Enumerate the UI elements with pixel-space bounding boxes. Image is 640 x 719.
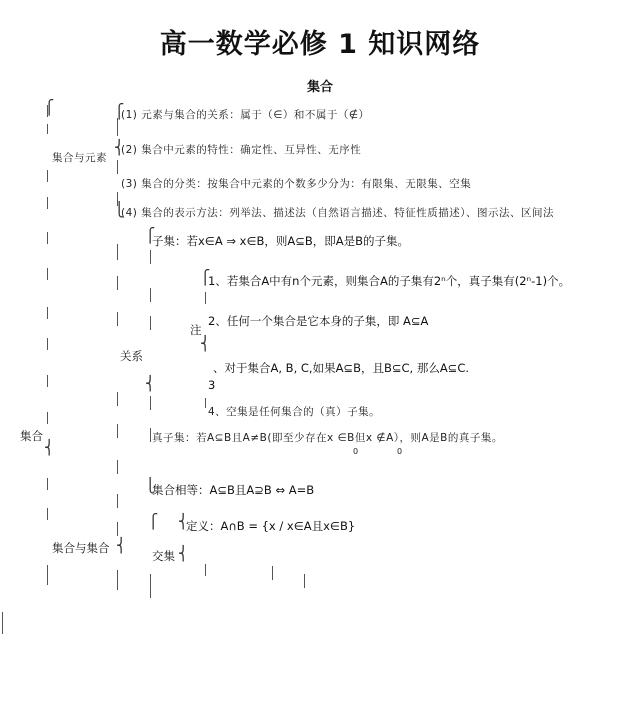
elements-label: 集合与元素 bbox=[52, 152, 107, 164]
note-label: 注 bbox=[190, 323, 202, 337]
elements-brace-curl: ⎧ bbox=[114, 104, 125, 120]
root-brace-line bbox=[47, 508, 48, 520]
set-and-set-brace: ⎨ bbox=[116, 538, 127, 554]
set-brace-line bbox=[117, 570, 118, 590]
root-brace-line bbox=[47, 412, 48, 424]
elements-brace-line bbox=[117, 118, 118, 136]
intersection-brace-line bbox=[304, 574, 305, 588]
relation-brace-curl: ⎧ bbox=[145, 228, 156, 244]
elements-item-3: (3) 集合的分类：按集合中元素的个数多少分为：有限集、无限集、空集 bbox=[121, 178, 472, 190]
proper-subset-mark: 0 bbox=[353, 447, 359, 456]
set-brace-line bbox=[117, 424, 118, 438]
set-equality: 集合相等：A⊆B且A⊇B ⇔ A=B bbox=[152, 483, 315, 497]
set-brace-line bbox=[117, 522, 118, 536]
note-brace-curl: ⎧ bbox=[200, 270, 211, 286]
set-brace-line bbox=[117, 460, 118, 474]
relation-brace-line bbox=[150, 428, 151, 442]
root-brace-line bbox=[47, 170, 48, 182]
intersection-brace-line bbox=[205, 564, 206, 576]
root-brace-curl: ⎧ bbox=[44, 100, 55, 116]
note-item-3: 、对于集合A, B, C,如果A⊆B，且B⊆C, 那么A⊆C. bbox=[213, 361, 470, 375]
proper-subset-mark: 0 bbox=[397, 447, 403, 456]
note-item-2: 2、任何一个集合是它本身的子集，即 A⊆A bbox=[208, 314, 429, 328]
root-brace-curl: ⎨ bbox=[44, 440, 55, 456]
root-brace-line bbox=[47, 375, 48, 387]
page-edge-mark bbox=[2, 612, 3, 634]
set-and-set-label: 集合与集合 bbox=[52, 541, 110, 555]
section-title: 集合 bbox=[306, 80, 333, 95]
elements-brace-curl: ⎨ bbox=[114, 140, 125, 156]
relation-brace-curl: ⎨ bbox=[145, 376, 156, 392]
elements-brace-curl: ⎩ bbox=[114, 202, 125, 218]
relation-brace-line bbox=[150, 396, 151, 410]
page-title: 高一数学必修 1 知识网络 bbox=[159, 29, 481, 60]
intersection-brace-line bbox=[272, 566, 273, 580]
intersection-brace-curl: ⎧ bbox=[148, 514, 159, 530]
root-brace-line bbox=[47, 124, 48, 134]
root-brace-line bbox=[47, 232, 48, 244]
root-brace-line bbox=[47, 338, 48, 350]
set-brace-line bbox=[117, 244, 118, 260]
intersection-def-brace: ⎨ bbox=[178, 514, 189, 530]
intersection-brace-line bbox=[150, 574, 151, 598]
relation-label: 关系 bbox=[120, 349, 143, 363]
root-label: 集合 bbox=[20, 429, 43, 443]
note-brace-line bbox=[205, 398, 206, 408]
set-brace-line bbox=[117, 312, 118, 326]
intersection-brace: ⎨ bbox=[178, 546, 189, 562]
note-item-1: 1、若集合A中有n个元素，则集合A的子集有2ⁿ个，真子集有(2ⁿ-1)个。 bbox=[208, 274, 571, 288]
note-item-3-number: 3 bbox=[208, 378, 216, 392]
elements-item-1: (1) 元素与集合的关系：属于（∈）和不属于（∉） bbox=[121, 109, 370, 121]
note-brace-line bbox=[205, 292, 206, 304]
root-brace-line bbox=[47, 268, 48, 280]
elements-brace-line bbox=[117, 160, 118, 174]
subset-definition: 子集：若x∈A ⇒ x∈B，则A⊆B，即A是B的子集。 bbox=[152, 234, 409, 248]
root-brace-line bbox=[47, 197, 48, 209]
set-brace-line bbox=[117, 392, 118, 406]
equal-brace: ⎩ bbox=[145, 478, 156, 494]
note-item-4: 4、空集是任何集合的（真）子集。 bbox=[208, 406, 381, 418]
set-brace-line bbox=[117, 276, 118, 290]
note-brace-curl: ⎨ bbox=[200, 336, 211, 352]
root-brace-line bbox=[47, 307, 48, 319]
proper-subset-definition: 真子集：若A⊆B且A≠B(即至少存在x ∈B但x ∉A），则A是B的真子集。 bbox=[152, 432, 503, 444]
root-brace-line bbox=[47, 565, 48, 585]
relation-brace-line bbox=[150, 316, 151, 330]
relation-brace-line bbox=[150, 288, 151, 302]
relation-brace-line bbox=[150, 250, 151, 264]
intersection-label: 交集 bbox=[152, 549, 175, 563]
set-brace-line bbox=[117, 494, 118, 508]
elements-item-2: (2) 集合中元素的特性：确定性、互异性、无序性 bbox=[121, 144, 362, 156]
root-brace-line bbox=[47, 478, 48, 490]
elements-item-4: (4) 集合的表示方法：列举法、描述法（自然语言描述、特征性质描述）、图示法、区间法 bbox=[121, 207, 554, 219]
intersection-definition: 定义：A∩B = {x / x∈A且x∈B} bbox=[186, 519, 356, 533]
